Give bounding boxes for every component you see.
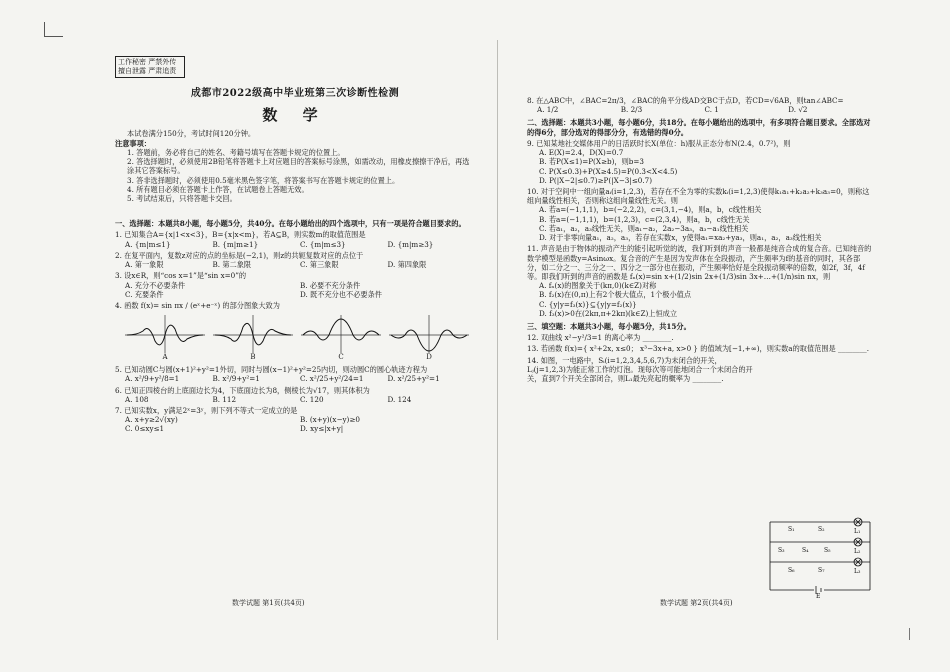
option-b: B. {m|m≥1} <box>212 239 259 249</box>
confidential-stamp <box>115 56 185 78</box>
answer-blank: ________. <box>692 374 724 384</box>
question-7 <box>115 406 475 434</box>
option-d: D. 第四象限 <box>387 260 427 270</box>
page-1-footer: 数学试题 第1页(共4页) <box>232 599 305 607</box>
option-b: B. 112 <box>212 394 237 404</box>
question-14 <box>527 356 757 384</box>
graph-b-plot <box>213 313 293 353</box>
option-b: B. 若a=(−1,1,1)，b=(1,2,3)，c=(2,3,4)，则a，b，c线性无关 <box>539 214 750 224</box>
graph-b <box>213 313 293 362</box>
answer-blank: ________. <box>838 344 870 354</box>
question-stem: 4. 函数 f(x)= sin πx / (eˣ+e⁻ˣ) 的部分图象大致为 <box>115 300 280 310</box>
option-a: A. x+y≥2√(xy) <box>125 415 178 425</box>
option-c: C. {m|m≤3} <box>300 239 346 249</box>
option-a: A. x²/9+y²/8=1 <box>125 374 180 384</box>
page-2-footer: 数学试题 第2页(共4页) <box>660 599 733 607</box>
exam-subject: 数 学 <box>262 106 328 125</box>
option-c: C. 第三象限 <box>300 260 339 270</box>
question-stem: 1. 已知集合A={x|1<x<3}，B={x|x<m}，若A⊆B，则实数m的取值范围是 <box>115 230 366 240</box>
option-b: B. 若P(X≤1)=P(X≥b)，则b=3 <box>539 157 644 167</box>
graph-label: A <box>162 353 168 362</box>
option-c: C. P(X≤0.3)+P(X≥4.5)=P(0.3<X<4.5) <box>539 166 678 176</box>
question-stem: 12. 双曲线 x²−y²/3=1 的离心率为 <box>527 333 641 343</box>
graph-a-plot <box>125 313 205 353</box>
question-stem: 11. 声音是由于物体的振动产生的能引起听觉的波，我们听到的声音一般都是纯音合成的复合音。已知纯音的数学模型是函数y=Asinωx。复合音的产生是因为发声体在全段振动，产生频率为f的基音的同时，其各部分，如二分之一、三分之一、四分之一部分也在振动，产生频率恰好是全段振动频率的倍数，如2f，3f，4f等。即我们听到的声音的函数是 fₙ(x)=sin x+(1/2)sin 2x+(1/3)sin 3x+…+(1/n)sin nx，则 <box>527 244 872 281</box>
question-3 <box>115 271 475 299</box>
option-a: A. {m|m≤1} <box>125 239 171 249</box>
page-fold-line <box>497 40 498 640</box>
label-l1: L₁ <box>854 528 861 535</box>
label-s4: S₄ <box>802 547 809 554</box>
question-stem: 10. 对于空间中一组向量aᵢ(i=1,2,3)，若存在不全为零的实数kᵢ(i=1,2,3)使得k₁a₁+k₂a₂+k₃a₃=0，则称这组向量线性相关，否则称这组向量线性无关。则 <box>527 186 870 206</box>
option-d: D. {m|m≥3} <box>387 239 434 249</box>
option-a: A. 若a=(−1,1,1)，b=(−2,2,2)，c=(3,1,−4)，则a，b，c线性相关 <box>539 205 762 215</box>
question-stem: 2. 在复平面内，复数z对应的点的坐标是(−2,1)，则z的共轭复数对应的点位于 <box>115 250 364 260</box>
graph-label: B <box>250 353 256 362</box>
option-a: A. E(X)=2.4，D(X)=0.7 <box>539 148 624 158</box>
graph-label: C <box>338 353 344 362</box>
section-1-header: 一、选择题：本题共8小题，每小题5分，共40分。在每小题给出的四个选项中，只有一项是符合题目要求的。 <box>115 219 466 229</box>
label-s2: S₂ <box>818 526 825 533</box>
option-b: B. x²/9+y²=1 <box>212 374 260 384</box>
note-5: 5. 考试结束后，只将答题卡交回。 <box>127 194 237 204</box>
option-a: A. fₙ(x)的图象关于(kπ,0)(k∈Z)对称 <box>539 281 657 291</box>
option-c: C. 0≤xy≤1 <box>125 424 165 434</box>
graph-c <box>301 313 381 362</box>
option-b: B. 2/3 <box>620 105 643 115</box>
option-b: B. 第二象限 <box>212 260 252 270</box>
graph-c-plot <box>301 313 381 353</box>
question-stem: 7. 已知实数x，y满足2ˣ=3ʸ，则下列不等式一定成立的是 <box>115 406 298 416</box>
option-c: C. 1 <box>704 105 719 115</box>
question-stem: 3. 设x∈R，则“cos x=1”是“sin x=0”的 <box>115 271 247 281</box>
question-6 <box>115 386 475 404</box>
section-3-header: 三、填空题：本题共3小题，每小题5分，共15分。 <box>527 322 691 332</box>
option-a: A. 第一象限 <box>125 260 164 270</box>
option-d: D. 既不充分也不必要条件 <box>300 289 382 299</box>
question-10 <box>527 187 872 242</box>
question-stem: 9. 已知某地社交媒体用户的日活跃时长X(单位：h)服从正态分布N(2.4，0.7²)，则 <box>527 138 791 148</box>
option-a: A. 充分不必要条件 <box>125 280 186 290</box>
stamp-line-1: 工作秘密 严禁外传 <box>118 58 177 66</box>
option-d: D. P(|X−2|≤0.7)≥P(|X−3|≤0.7) <box>539 175 653 185</box>
crop-mark-bottom <box>899 628 910 640</box>
option-c: C. 充要条件 <box>125 289 164 299</box>
option-c: C. 若a₁，a₂，a₃线性无关，则a₁−a₂，2a₂−3a₃，a₃−a₁线性相关 <box>539 223 749 233</box>
option-d: D. x²/25+y²=1 <box>387 374 440 384</box>
exam-title: 成都市2022级高中毕业班第三次诊断性检测 <box>190 87 400 99</box>
label-l3: L₃ <box>854 568 861 575</box>
label-l2: L₂ <box>854 548 861 555</box>
option-d: D. 124 <box>387 394 412 404</box>
circuit-diagram <box>766 516 876 598</box>
graph-a <box>125 313 205 362</box>
note-3: 3. 答非选择题时，必须使用0.5毫米黑色签字笔，将答案书写在答题卡规定的位置上。 <box>127 175 400 185</box>
option-d: D. f₃(x)>0在(2kπ,π+2kπ)(k∈Z)上恒成立 <box>539 308 678 318</box>
section-2-header: 二、选择题：本题共3小题，每小题6分，共18分。在每小题给出的选项中，有多项符合题目要求。全部选对的得6分，部分选对的得部分分，有选错的得0分。 <box>527 118 871 137</box>
label-e: E <box>816 593 821 598</box>
exam-intro: 本试卷满分150分，考试时间120分钟。 <box>127 129 256 139</box>
question-stem: 13. 若函数 f(x)={ x²+2x, x≤0； x³−3x+a, x>0 } 的值域为[−1,+∞)，则实数a的取值范围是 <box>527 344 836 354</box>
stamp-line-2: 擅自泄露 严肃追责 <box>118 66 177 75</box>
option-a: A. 1/2 <box>537 105 559 115</box>
option-d: D. 对于非零向量a₁，a₂，a₃，若存在实数x，y使得a₁=xa₂+ya₃，则a₁，a₂，a₃线性相关 <box>539 233 822 243</box>
note-2: 2. 答选择题时，必须使用2B铅笔将答题卡上对应题目的答案标号涂黑，如需改动，用橡皮擦擦干净后，再选涂其它答案标号。 <box>127 157 470 176</box>
option-a: A. 108 <box>125 394 149 404</box>
question-12 <box>527 333 872 342</box>
question-5 <box>115 365 475 383</box>
label-s6: S₆ <box>788 567 795 574</box>
option-b: B. (x+y)(x−y)≥0 <box>300 415 360 425</box>
graph-d <box>389 313 469 362</box>
notes-title: 注意事项： <box>115 138 151 148</box>
question-stem: 6. 已知正四棱台的上底面边长为4，下底面边长为8，侧棱长为√17，则其体积为 <box>115 385 370 395</box>
graph-options <box>115 313 475 362</box>
option-b: B. f₂(x)在(0,π)上有2个极大值点，1个极小值点 <box>539 290 692 300</box>
label-s7: S₇ <box>818 567 825 574</box>
label-s3: S₃ <box>778 547 785 554</box>
question-11 <box>527 244 872 318</box>
question-stem: 5. 已知动圆C与圆(x+1)²+y²=1外切，同时与圆(x−1)²+y²=25内切，则动圆C的圆心轨迹方程为 <box>115 365 428 375</box>
question-9 <box>527 139 872 185</box>
page-1 <box>115 56 475 434</box>
option-c: C. {y|y=f₃(x)}⊆{y|y=f₂(x)} <box>539 299 637 309</box>
graph-d-plot <box>389 313 469 353</box>
option-b: B. 必要不充分条件 <box>300 280 361 290</box>
question-4 <box>115 301 475 362</box>
option-c: C. 120 <box>300 394 324 404</box>
question-8 <box>527 96 872 114</box>
page-2 <box>527 94 872 383</box>
label-s5: S₅ <box>824 547 831 554</box>
answer-blank: ________. <box>642 333 674 343</box>
crop-mark <box>44 22 63 37</box>
question-stem: 14. 如图，一电路中，Sᵢ(i=1,2,3,4,5,6,7)为未闭合的开关，Lⱼ(j=1,2,3)为能正常工作的灯泡。现每次等可能地闭合一个未闭合的开关，直到7个开关全部闭合，则L₁最先亮起的概率为 <box>527 355 753 384</box>
note-1: 1. 答题前，务必将自己的姓名、考籍号填写在答题卡规定的位置上。 <box>127 147 345 157</box>
option-c: C. x²/25+y²/24=1 <box>300 374 364 384</box>
label-s1: S₁ <box>788 526 795 533</box>
graph-label: D <box>426 353 432 362</box>
note-4: 4. 所有题目必须在答题卡上作答，在试题卷上答题无效。 <box>127 184 309 194</box>
question-2 <box>115 251 475 269</box>
question-1 <box>115 230 475 248</box>
question-stem: 8. 在△ABC中，∠BAC=2π/3，∠BAC的角平分线AD交BC于点D，若CD=√6AB，则tan∠ABC= <box>527 96 844 105</box>
option-d: D. xy≤|x+y| <box>300 424 344 434</box>
option-d: D. √2 <box>788 105 808 115</box>
question-13 <box>527 344 872 353</box>
